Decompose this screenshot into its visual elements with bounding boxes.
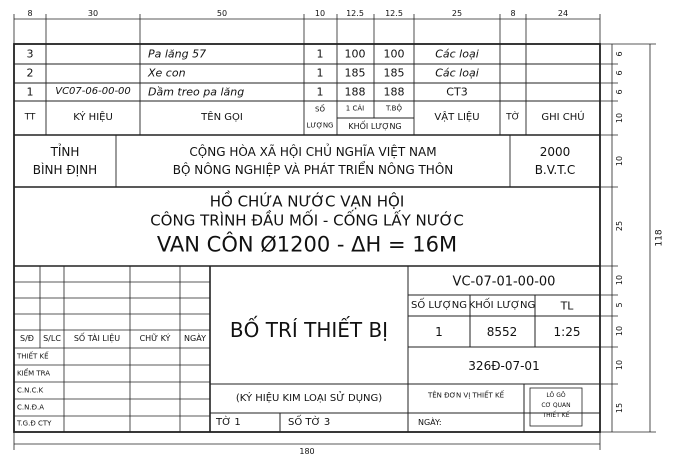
part-1-qty: 1	[316, 85, 324, 99]
rev-header-sign: CHỮ KÝ	[139, 334, 171, 343]
dim-top-8: 8	[510, 9, 516, 18]
sign-director: T.G.Đ CTY	[17, 419, 52, 428]
header-qty-2: LƯỢNG	[306, 121, 334, 130]
rev-header-date: NGÀY	[184, 334, 206, 343]
material-note: (KÝ HIỆU KIM LOẠI SỬ DỤNG)	[235, 393, 383, 404]
dim-right-1: 6	[615, 51, 624, 57]
project-name: HỒ CHỨA NƯỚC VẠN HỘI	[209, 192, 405, 211]
part-1-name: Dầm treo pa lăng	[148, 85, 245, 99]
weight-value: 8552	[486, 325, 518, 339]
ministry-name: BỘ NÔNG NGHIỆP VÀ PHÁT TRIỂN NÔNG THÔN	[172, 163, 454, 177]
header-note: GHI CHÚ	[541, 112, 585, 123]
part-1-no: 1	[26, 85, 34, 99]
qty-label: SỐ LƯỢNG	[411, 300, 467, 311]
dim-top-4: 10	[314, 9, 326, 18]
dim-right-2: 6	[615, 70, 624, 76]
logo-line-1: LÔ GÔ	[546, 392, 566, 399]
dim-right-7: 10	[615, 274, 624, 286]
scale-label: TL	[560, 299, 574, 313]
province-name: BÌNH ĐỊNH	[32, 163, 98, 177]
part-2-unit: 185	[344, 66, 366, 80]
year: 2000	[539, 145, 571, 159]
drawing-code: VC-07-01-00-00	[452, 274, 556, 290]
dim-right-11: 15	[615, 402, 624, 414]
logo-line-2: CƠ QUAN	[541, 402, 571, 409]
project-work: CÔNG TRÌNH ĐẦU MỐI - CỐNG LẤY NƯỚC	[150, 211, 464, 230]
dim-top-6: 12.5	[385, 9, 403, 18]
part-3-material: Các loại	[435, 47, 479, 61]
header-material: VẬT LIỆU	[434, 112, 480, 123]
part-1-total: 188	[383, 85, 405, 99]
dim-right-9: 10	[615, 325, 624, 337]
dim-top-1: 8	[27, 9, 33, 18]
header-total: T.BỘ	[386, 104, 402, 113]
part-1-material: CT3	[446, 85, 468, 99]
dim-top-7: 25	[451, 9, 463, 18]
part-3-unit: 100	[344, 47, 366, 61]
part-2-total: 185	[383, 66, 405, 80]
dim-right-4: 10	[615, 112, 624, 124]
header-code: KÝ HIỆU	[73, 112, 113, 123]
rev-header-slc: S/LC	[43, 334, 61, 343]
rev-header-doc: SỐ TÀI LIỆU	[73, 334, 121, 343]
part-2-qty: 1	[316, 66, 324, 80]
header-name: TÊN GỌI	[201, 112, 243, 123]
sheet-number: TỜ 1	[216, 417, 241, 428]
part-3-qty: 1	[316, 47, 324, 61]
office-code: B.V.T.C	[534, 163, 576, 177]
dim-right-6: 25	[615, 220, 624, 232]
dim-top-5: 12.5	[346, 9, 364, 18]
scale-value: 1:25	[553, 325, 581, 339]
dim-right-total: 118	[654, 229, 665, 247]
sign-design: THIẾT KẾ	[17, 352, 49, 361]
header-tt: TT	[24, 112, 36, 123]
header-qty-1: SỐ	[315, 105, 325, 114]
dim-right-8: 5	[615, 302, 624, 308]
dim-top-2: 30	[87, 9, 99, 18]
part-3-no: 3	[26, 47, 34, 61]
part-2-material: Các loại	[435, 66, 479, 80]
logo-line-3: THIẾT KẾ	[542, 412, 570, 419]
part-1-unit: 188	[344, 85, 366, 99]
dim-right-5: 10	[615, 155, 624, 167]
part-3-total: 100	[383, 47, 405, 61]
header-unit: 1 CÁI	[345, 104, 365, 113]
drawing-title: BỐ TRÍ THIẾT BỊ	[229, 318, 389, 342]
dim-bottom: 180	[299, 447, 315, 456]
part-1-code: VC07-06-00-00	[55, 86, 131, 97]
part-3-name: Pa lăng 57	[148, 47, 207, 61]
header-to: TỜ	[506, 112, 520, 123]
sign-cnck: C.N.C.K	[17, 386, 44, 395]
part-2-name: Xe con	[148, 66, 186, 80]
province-label: TỈNH	[50, 145, 80, 159]
qty-value: 1	[435, 325, 443, 339]
org-label: TÊN ĐƠN VỊ THIẾT KẾ	[427, 391, 505, 400]
dim-top-3: 50	[216, 9, 228, 18]
header-weight: KHỐI LƯỢNG	[348, 122, 402, 131]
date-label: NGÀY:	[418, 418, 442, 427]
part-2-no: 2	[26, 66, 34, 80]
dim-right-3: 6	[615, 89, 624, 95]
dim-top-9: 24	[557, 9, 569, 18]
sign-check: KIỂM TRA	[17, 369, 50, 378]
sign-cnda: C.N.Đ.A	[17, 403, 45, 412]
project-item: VAN CÔN Ø1200 - ΔH = 16M	[156, 232, 458, 257]
total-sheets: SỐ TỜ 3	[288, 417, 331, 428]
republic-name: CỘNG HÒA XÃ HỘI CHỦ NGHĨA VIỆT NAM	[189, 145, 437, 159]
weight-label: KHỐI LƯỢNG	[468, 300, 536, 311]
drawing-number: 326Đ-07-01	[468, 359, 540, 373]
rev-header-sd: S/Đ	[20, 334, 34, 343]
dim-right-10: 10	[615, 359, 624, 371]
